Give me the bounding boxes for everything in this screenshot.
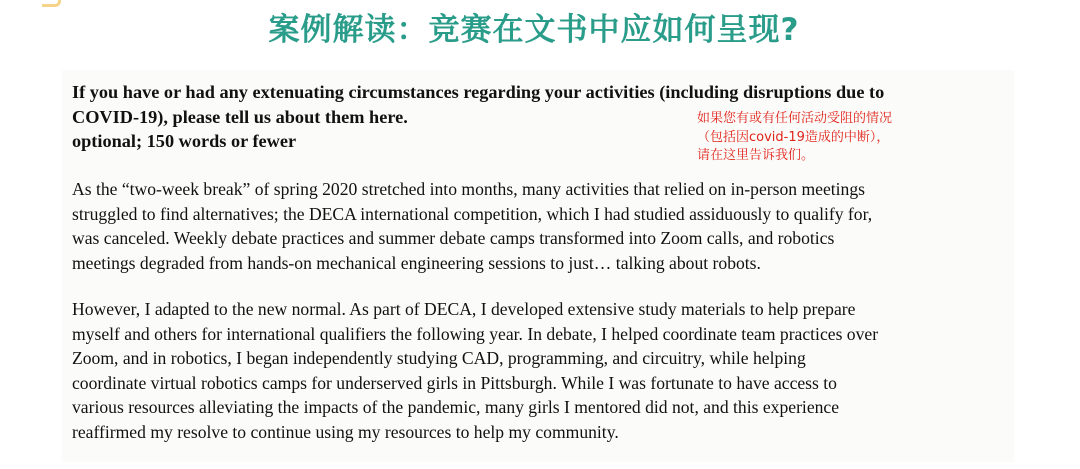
page-title: 案例解读：竞赛在文书中应如何呈现?	[268, 12, 800, 48]
essay-line: However, I adapted to the new normal. As part of DECA, I developed extensive study materials to help prepare	[72, 299, 856, 319]
essay-line: Zoom, and in robotics, I began independently studying CAD, programming, and circuitry, while helping	[72, 348, 806, 368]
essay-line: coordinate virtual robotics camps for underserved girls in Pittsburgh. While I was fortunate to have access to	[72, 372, 837, 393]
essay-line: reaffirmed my resolve to continue using my resources to help my community.	[72, 421, 619, 442]
essay-paragraph-2	[72, 297, 1017, 444]
chinese-annotation	[697, 110, 957, 166]
essay-line: was canceled. Weekly debate practices and summer debate camps transformed into Zoom calls, and robotics	[72, 228, 835, 248]
essay-line: As the “two-week break” of spring 2020 stretched into months, many activities that relied on in-person meetings	[72, 179, 865, 199]
essay-line: myself and others for international qualifiers the following year. In debate, I helped coordinate team practices over	[72, 323, 879, 344]
essay-paragraph-1	[72, 177, 1017, 275]
essay-line: various resources alleviating the impacts of the pandemic, many girls I mentored did not, and this experience	[72, 397, 840, 417]
annotation-line: 如果您有或有任何活动受阻的情况	[697, 111, 893, 126]
annotation-line: 请在这里告诉我们。	[697, 148, 815, 163]
prompt-line: COVID-19), please tell us about them here.	[72, 106, 408, 127]
prompt-requirement: optional; 150 words or fewer	[72, 131, 297, 151]
prompt-line: If you have or had any extenuating circumstances regarding your activities (including disruptions due to	[72, 82, 885, 102]
annotation-line: （包括因covid-19造成的中断），	[697, 129, 890, 145]
essay-line: meetings degraded from hands-on mechanical engineering sessions to just… talking about robots.	[72, 252, 761, 273]
essay-line: struggled to find alternatives; the DECA international competition, which I had studied assiduously to qualify for,	[72, 203, 873, 224]
